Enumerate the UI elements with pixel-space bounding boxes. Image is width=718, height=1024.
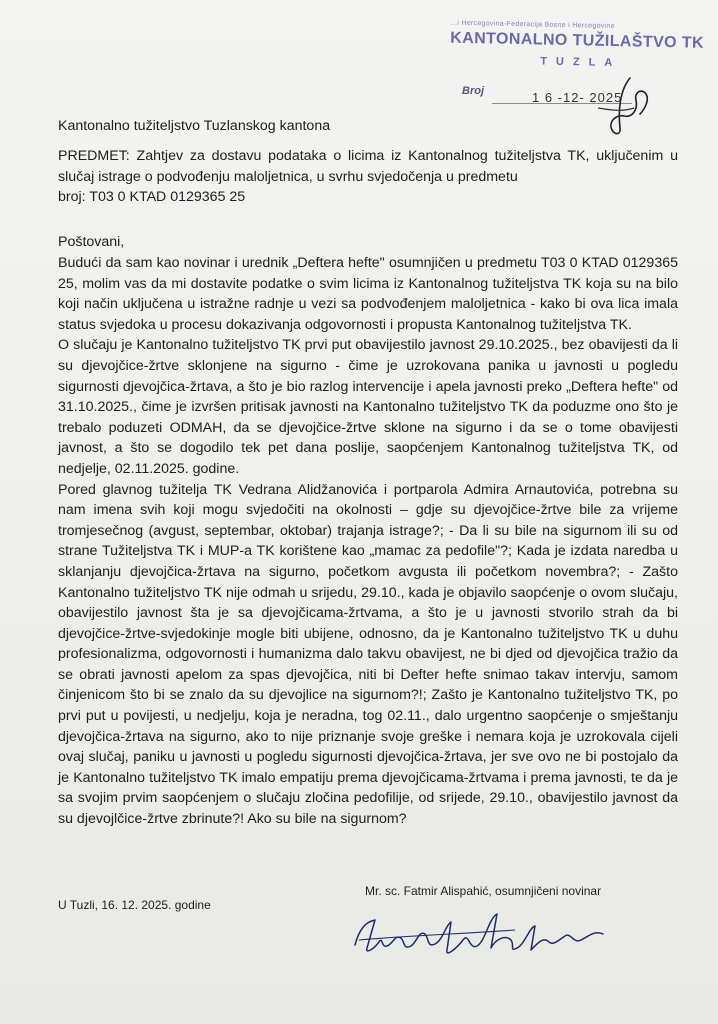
body-paragraph-1: Budući da sam kao novinar i urednik „Deftera hefte" osumnjičen u predmetu T03 0 KTAD 0129365 25, molim vas da mi dostavite podatke o svim licima iz Kantonalnog tužiteljstva TK koja su na bilo koji način uključena u istražne radnje u vezi sa podvođenjem maloljetnica - kako bi ova lica imala status svjedoka u procesu dokazivanja odgovornosti i propusta Kantonalnog tužiteljstva TK.: [58, 255, 678, 333]
handwritten-signature: [345, 900, 615, 970]
stamp-broj-label: Broj: [462, 85, 484, 97]
letter-body: [58, 253, 678, 830]
stamp-date: 1 6 -12- 2025: [532, 90, 623, 105]
addressee: Kantonalno tužiteljstvo Tuzlanskog kantona: [58, 118, 331, 134]
stamp-header-line: ...i Hercegovina-Federacija Bosne i Hercegovine: [450, 19, 615, 31]
subject-block: [58, 146, 678, 208]
body-paragraph-2: O slučaju je Kantonalno tužiteljstvo TK prvi put obavijestilo javnost 29.10.2025., bez obavijesti da li su djevojčice-žrtve sklonjene na sigurno - čime je uzrokovana panika u javnosti u pogledu sigurnosti djevojčica-žrtava, a što je bio razlog intervencije i apela javnosti preko „Deftera hefte" od 31.10.2025., čime je izvršen pritisak javnosti na Kantonalno tužiteljstvo TK da poduzme ono što je trebalo poduzeti ODMAH, da se djevojčice-žrtve sklone na sigurno i da se o tome obavijesti javnost, a što se dogodilo tek pet dana poslije, saopćenjem Kantonalnog tužiteljstva TK, od nedjelje, 02.11.2025. godine.: [58, 337, 678, 477]
salutation: Poštovani,: [58, 234, 125, 250]
subject-line: PREDMET: Zahtjev za dostavu podataka o licima iz Kantonalnog tužiteljstva TK, uključenim u slučaj istrage o podvođenju maloljetnica, u svrhu svjedočenja u predmetu: [58, 148, 678, 185]
case-number: broj: T03 0 KTAD 0129365 25: [58, 189, 246, 206]
stamp-office-name: KANTONALNO TUŽILAŠTVO TK: [450, 29, 705, 52]
body-paragraph-3: Pored glavnog tužitelja TK Vedrana Alidžanovića i portparola Admira Arnautovića, potrebna su nam imena svih koji mogu svjedočiti na okolnosti – gdje su djevojčice-žrtve bile za vrijeme tromjesečnog (avgust, septembar, oktobar) trajanja istrage?; - Da li su bile na sigurnom ili su od strane Tužiteljstva TK i MUP-a TK korištene kao „mamac za pedofile"?; Kada je izdata naredba u sklanjanju djevojčica-žrtava na sigurno, početkom avgusta ili početkom novembra?; - Zašto Kantonalno tužiteljstvo TK nije odmah u srijedu, 29.10., kada je objavilo saopćenje o ovom slučaju, obavijestilo javnost šta je sa djevojčicama-žrtvama, a što je u javnosti stvorilo strah da bi djevojčice-žrtve-svjedokinje mogle biti ubijene, odnosno, da je Kantonalno tužiteljstvo TK u duhu profesionalizma, odgovornosti i humanizma dalo takvu obavijest, ne bi djed od djevojčica tražio da se obrati javnosti apelom za spas djevojčica, niti bi Defter hefte snimao takav intervju, samom činjenicom što bi se znalo da su djevojlice na sigurnom?!; Zašto je Kantonalno tužiteljstvo TK, po prvi put u povijesti, u nedjelju, koja je neradna, tog 02.11., dalo urgentno saopćenje o smještanju djevojčica-žrtava na sigurno, ako to nije priznanje svoje greške i nemara koja je uzrokovala cijeli ovaj slučaj, paniku u javnosti u pogledu sigurnosti djevojčica-žrtava, jer sve ovo ne bi postojalo da je Kantonalno tužiteljstvo TK imalo empatiju prema djevojčicama-žrtvama i prema javnosti, te da je sa svojim prvim saopćenjem o slučaju zločina pedofilije, od srijede, 29.10., obavijestilo javnost da su djevojlčice-žrtve zbrinute?! Ako su bile na sigurnom?: [58, 481, 678, 828]
signatory-name: Mr. sc. Fatmir Alispahić, osumnjičeni novinar: [365, 884, 602, 898]
stamp-city: TUZLA: [540, 55, 622, 70]
place-and-date: U Tuzli, 16. 12. 2025. godine: [58, 898, 211, 912]
stamp-initials-signature: [590, 70, 660, 140]
